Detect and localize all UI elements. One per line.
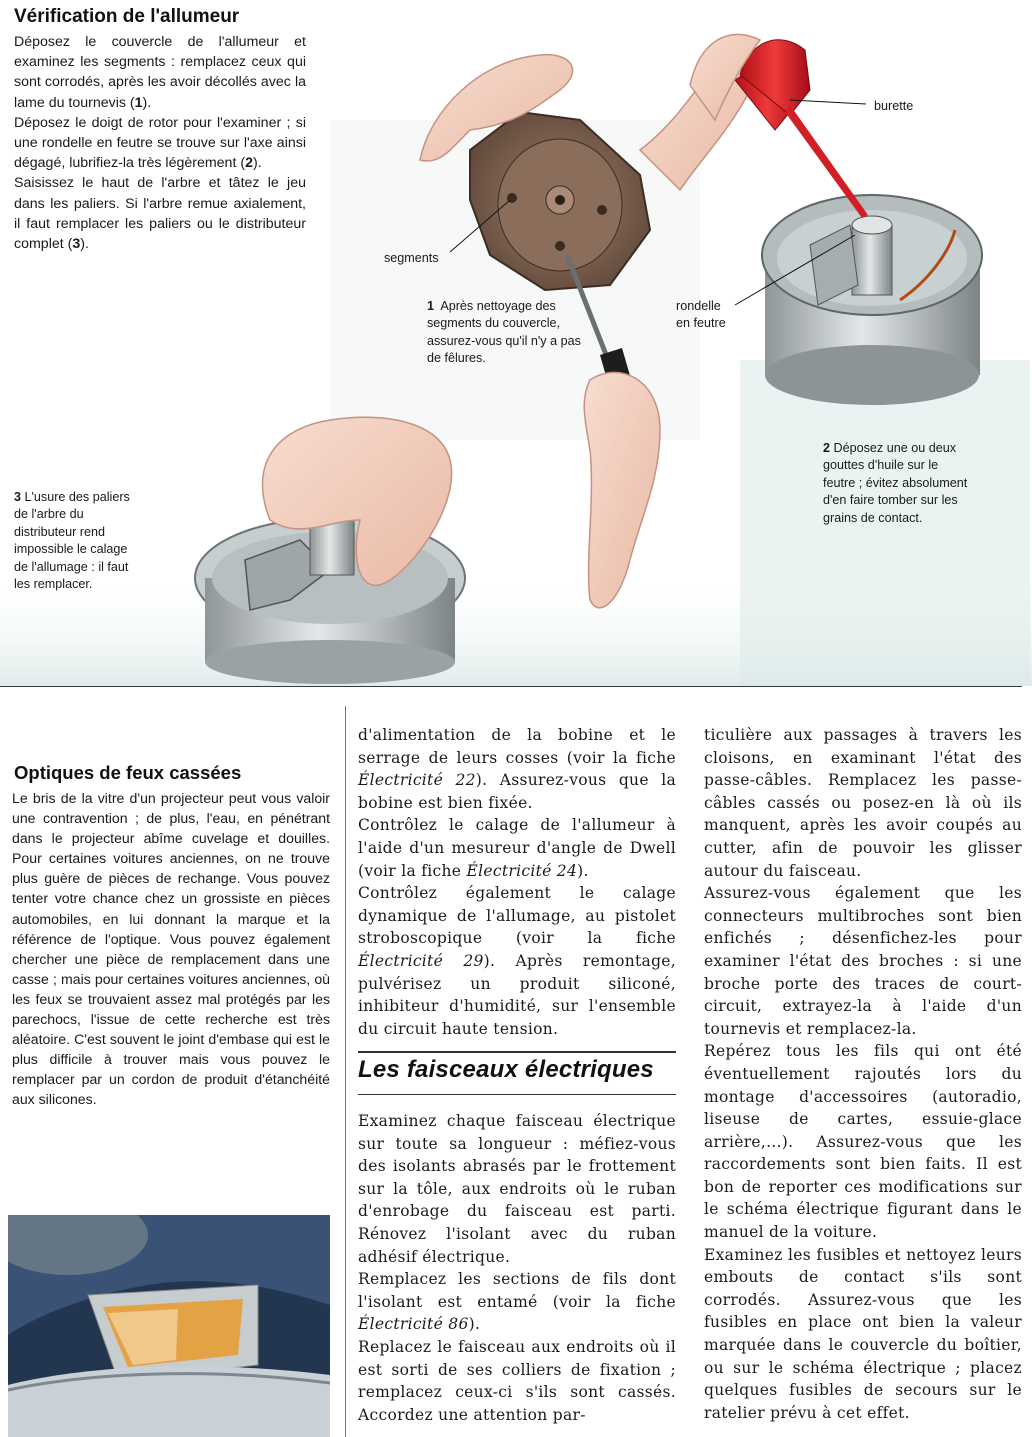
distributor-body-right	[762, 195, 982, 405]
verification-text: Déposez le couvercle de l'allumeur et examinez les segments : remplacez ceux qui sont corrodés, après les avoir décollés avec la lame du tournevis (1). Déposez le doigt de rotor pour l'examiner ; si une rondelle en feutre se trouve sur l'axe ainsi dégagé, lubrifiez-la très légèrement (2). Saisissez le haut de l'arbre et tâtez le jeu dans les paliers. Si l'arbre remue axialement, il faut remplacer les paliers ou le distributeur complet (3).	[14, 34, 306, 253]
horizontal-divider	[0, 686, 1022, 687]
section-title-verification: Vérification de l'allumeur	[14, 6, 240, 27]
optiques-text: Le bris de la vitre d'un projecteur peut vous valoir une contravention ; de plus, l'eau, en pénétrant dans le projecteur abîme cuvelage et douilles. Pour certaines voitures anciennes, on ne trouve plus guère de pièces de rechange. Vous pouvez tenter votre chance chez un grossiste en pièces automobiles, en lui donnant la marque et la référence de l'optique. Vous pouvez également chercher une pièce de remplacement dans une casse ; mais pour certaines voitures anciennes, où les feux se trouvaient assez mal protégés par les parechocs, l'issue de cette recherche est très aléatoire. C'est souvent le joint d'embase qui est le plus difficile à trouver mais vous pouvez le remplacer par un cordon de produit d'étanchéité aux silicones.	[12, 790, 330, 1108]
label-segments: segments	[384, 251, 439, 265]
oil-can	[735, 40, 868, 218]
caption-3: 3 L'usure des paliers de l'arbre du distributeur rend impossible le calage de l'allumage : il faut les remplacer.	[14, 490, 130, 592]
headlight-photo	[8, 1215, 330, 1437]
section-title-faisceaux: Les faisceaux électriques	[358, 1056, 654, 1083]
section-title-optiques: Optiques de feux cassées	[14, 762, 242, 783]
middle-column-text: d'alimentation de la bobine et le serrage de leurs cosses (voir la fiche Électricité 22). Assurez-vous que la bobine est bien fixée. Contrôlez le calage de l'allumeur à l'aide d'un mesureur d'angle de Dwell (voir la fiche Électricité 24). Contrôlez également le calage dynamique de l'allumage, au pistolet stroboscopique (voir la fiche Électricité 29). Après remontage, pulvérisez un produit siliconé, inhibiteur d'humidité, sur l'ensemble du circuit haute tension.	[358, 726, 676, 1038]
section-rule-bottom	[358, 1094, 676, 1095]
caption-1: 1 Après nettoyage des segments du couvercle, assurez-vous qu'il n'y a pas de fêlures.	[427, 299, 581, 366]
section-rule-top	[358, 1051, 676, 1053]
column-rule	[345, 706, 346, 1437]
faisceaux-text: Examinez chaque faisceau électrique sur toute sa longueur : méfiez-vous des isolants abrasés par le frottement sur la tôle, aux endroits où le ruban d'enrobage du faisceau est parti. Rénovez l'isolant avec du ruban adhésif électrique. Remplacez les sections de fils dont l'isolant est entamé (voir la fiche Électricité 86). Replacez le faisceau aux endroits où il est sorti de ses colliers de fixation ; remplacez ceux-ci s'ils sont cassés. Accordez une attention par-	[358, 1112, 676, 1424]
label-burette: burette	[874, 99, 914, 113]
caption-2: 2 Déposez une ou deux gouttes d'huile sur le feutre ; évitez absolument d'en faire tomber sur les grains de contact.	[823, 441, 968, 525]
label-rondelle-feutre: rondelle en feutre	[676, 299, 726, 331]
right-column-text: ticulière aux passages à travers les cloisons, en examinant l'état des passe-câbles. Remplacez les passe-câbles cassés ou posez-en là où ils manquent, après les avoir coupés au cutter, afin de pouvoir les glisser autour du faisceau. Assurez-vous également que les connecteurs multibroches sont bien enfichés ; désenfichez-les pour examiner l'état des broches : si une broche porte des traces de court-circuit, extrayez-la à l'aide d'un tournevis et remplacez-la. Repérez tous les fils qui ont été éventuellement rajoutés lors du montage d'accessoires (autoradio, liseuse de cartes, essuie-glace arrière,...). Assurez-vous que les raccordements sont bien faits. Il est bon de reporter ces modifications sur le schéma électrique figurant dans le manuel de la voiture. Examinez les fusibles et nettoyez leurs embouts de contact s'ils sont corrodés. Assurez-vous que les fusibles en place ont bien la valeur marquée dans le couvercle du boîtier, ou sur le schéma électrique ; placez quelques fusibles de secours sur le ratelier prévu à cet effet.	[704, 726, 1022, 1422]
